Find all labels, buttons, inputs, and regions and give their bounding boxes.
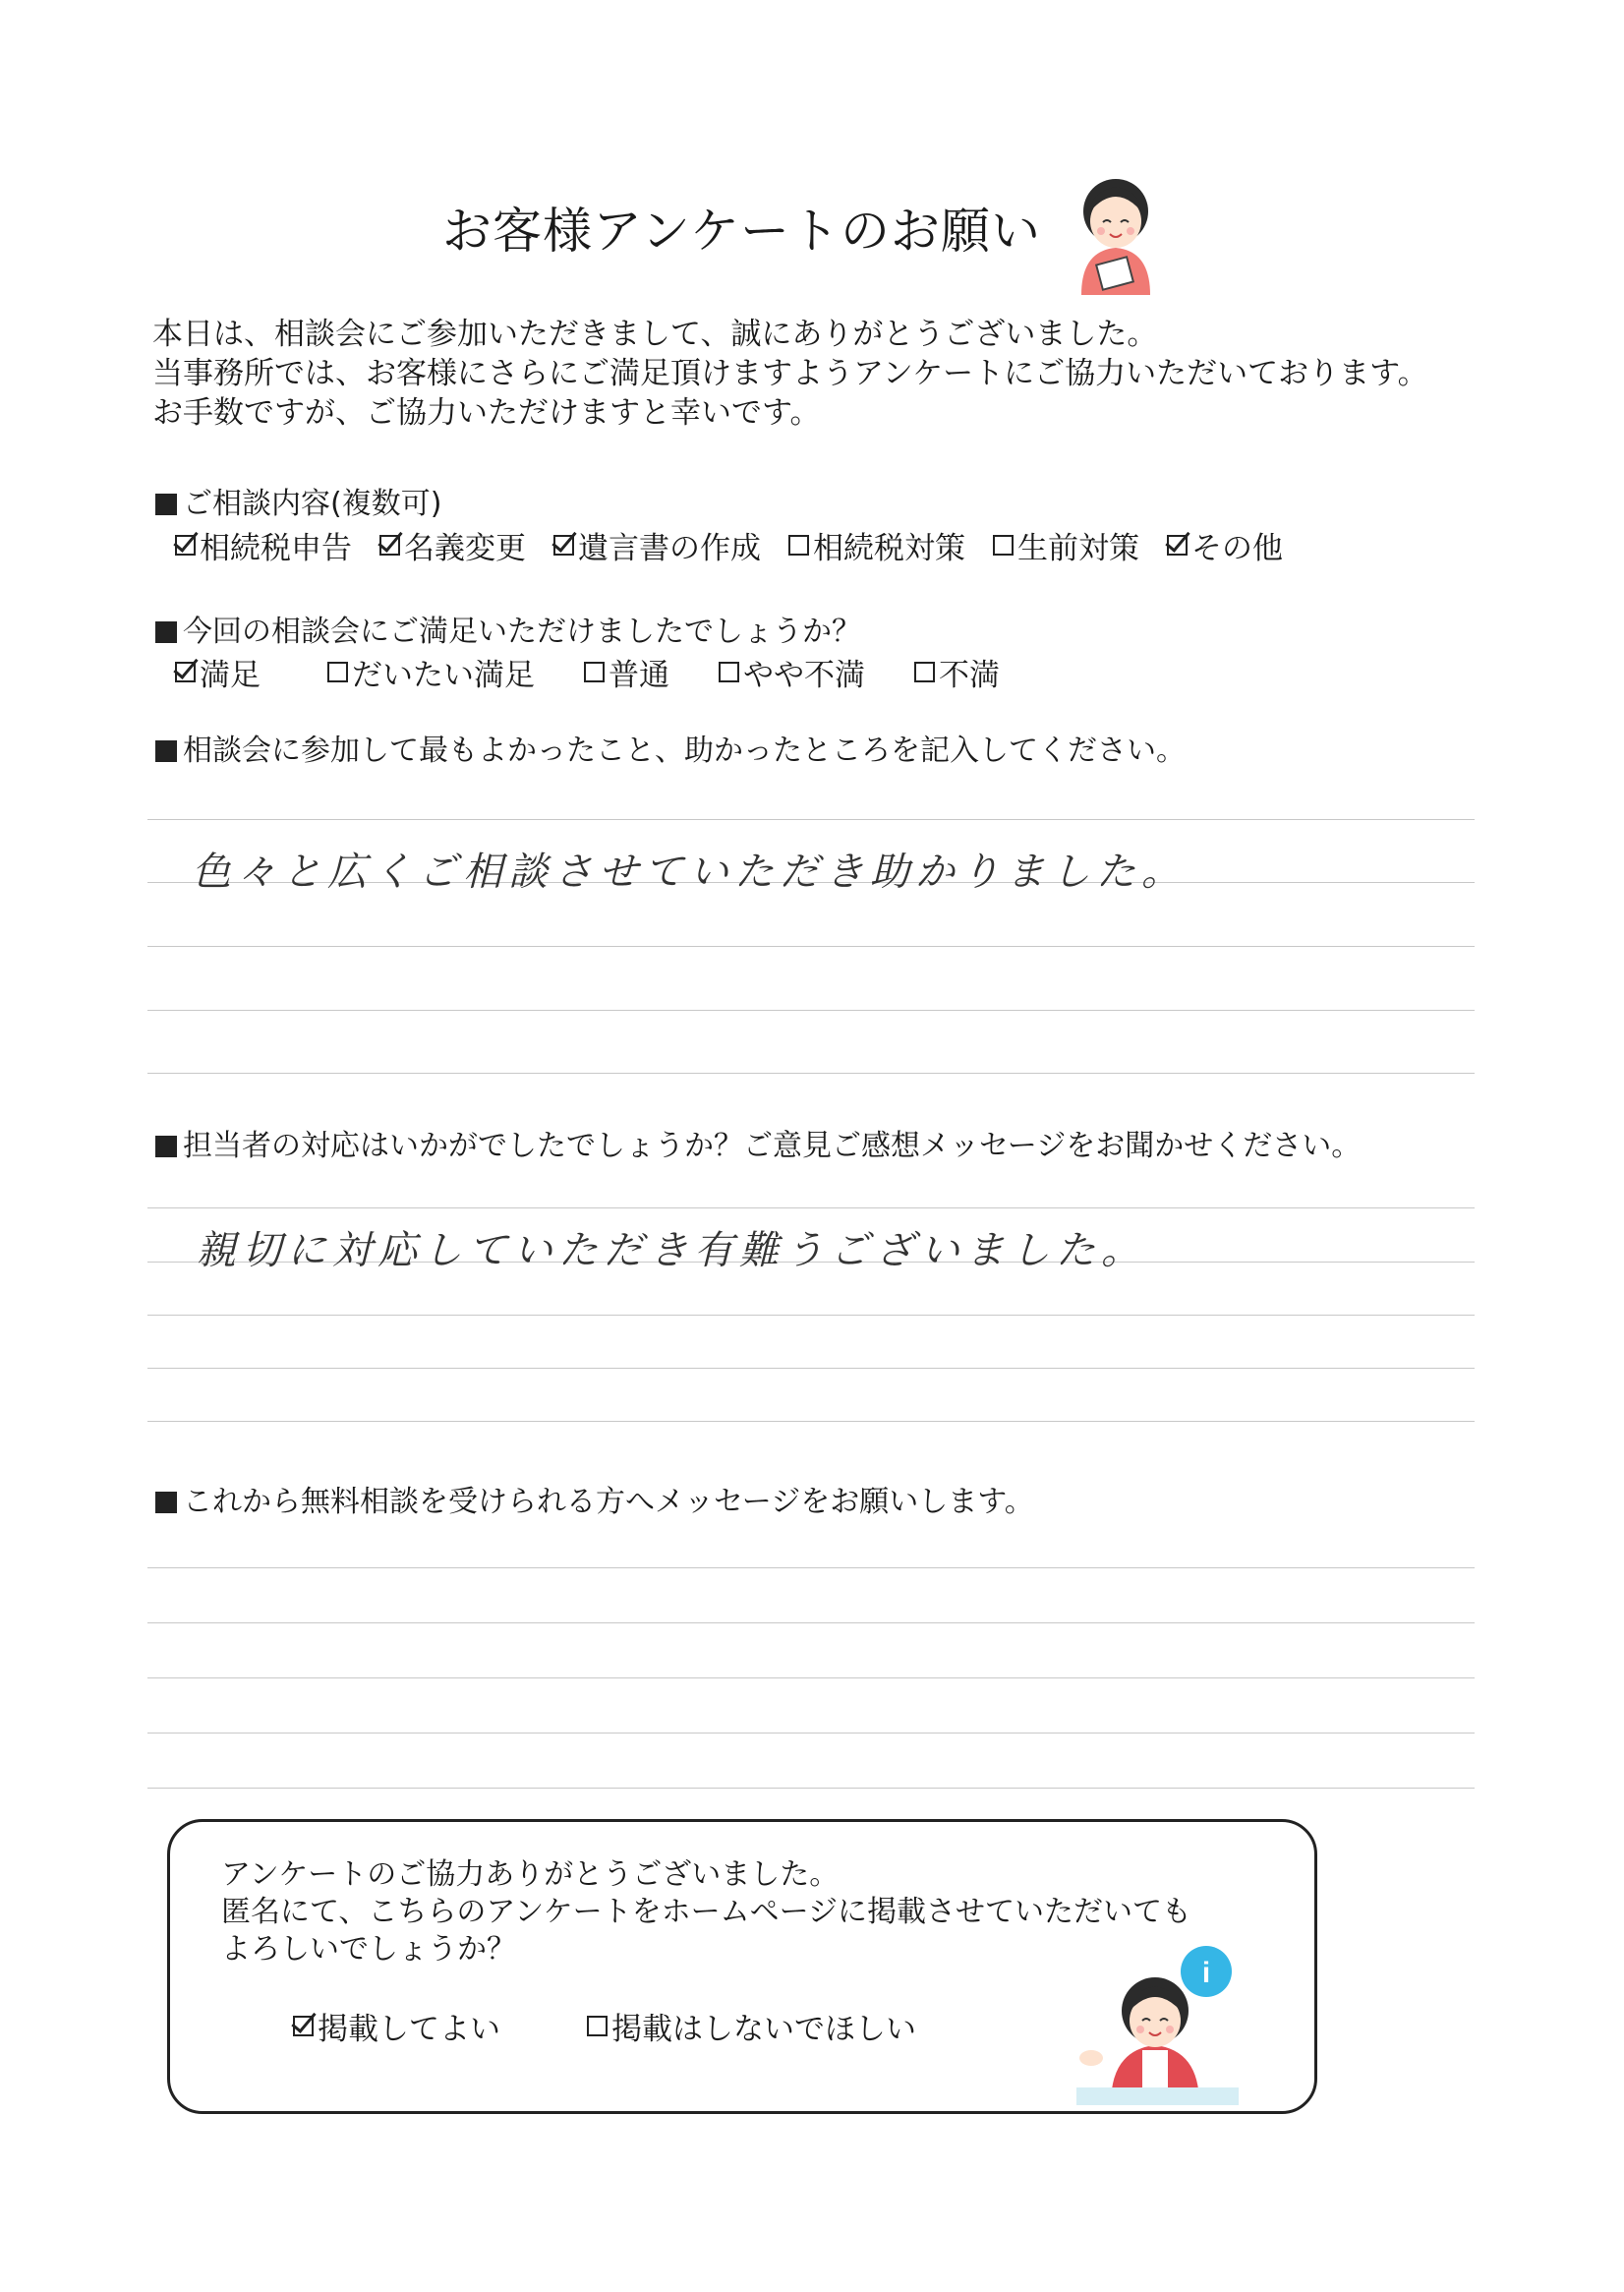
answer-line [147,1073,1475,1074]
answer-line [147,1677,1475,1678]
option-name-change[interactable] [379,523,526,567]
option-label: 掲載してよい [318,2012,500,2047]
best-part-answer[interactable]: 色々と広くご相談させていただき助かりました。 [192,850,1187,895]
option-label: 生前対策 [1017,531,1139,566]
checkbox-icon[interactable] [914,662,935,682]
question-label: 今回の相談会にご満足いただけましたでしょうか？ [183,615,861,649]
question-label: 担当者の対応はいかがでしたでしょうか？ご意見ご感想メッセージをお聞かせください。 [183,1129,1362,1163]
checkbox-icon[interactable] [587,2016,608,2036]
staff-response-answer[interactable]: 親切に対応していただき有難うございました。 [197,1228,1146,1273]
intro-line-2: 当事務所では、お客様にさらにご満足頂けますようアンケートにご協力いただいております。 [152,356,1428,391]
answer-line [147,819,1475,820]
intro-line-3: お手数ですが、ご協力いただけますと幸いです。 [152,395,821,431]
option-label: 相続税申告 [200,531,352,566]
question-consultation-type [155,479,441,522]
page-title: お客様アンケートのお願い [442,203,1041,260]
option-publish-ok[interactable] [293,2004,500,2048]
option-somewhat-dissatisfied[interactable] [719,650,865,694]
consent-options [293,2004,916,2048]
info-badge-text: i [1201,1957,1211,1989]
option-label: 遺言書の作成 [578,531,761,566]
option-do-not-publish[interactable] [587,2004,916,2048]
option-other[interactable] [1167,523,1283,567]
option-satisfied[interactable] [175,650,261,694]
answer-line [147,1733,1475,1734]
answer-line [147,946,1475,947]
checkbox-checked-icon[interactable] [175,535,196,556]
question-label: 相談会に参加して最もよかったこと、助かったところを記入してください。 [183,734,1186,768]
checkbox-icon[interactable] [584,662,605,682]
answer-line [147,1788,1475,1789]
answer-line [147,1567,1475,1568]
checkbox-icon[interactable] [788,535,809,556]
question-satisfaction [155,607,861,650]
answer-line [147,1010,1475,1011]
answer-line [147,1207,1475,1208]
checkbox-icon[interactable] [327,662,348,682]
answer-line [147,1368,1475,1369]
checkbox-checked-icon[interactable] [1167,535,1188,556]
question-message-to-future-clients [155,1477,1034,1520]
info-desk-woman-illustration [1072,1942,1248,2109]
square-bullet-icon [155,621,177,643]
question-label: ご相談内容(複数可) [183,487,442,521]
square-bullet-icon [155,1136,177,1157]
option-label: 不満 [939,658,1000,693]
satisfaction-options [175,650,1000,694]
intro-line-1: 本日は、相談会にご参加いただきまして、誠にありがとうございました。 [152,317,1158,352]
question-best-part [155,726,1186,769]
closing-line-2: 匿名にて、こちらのアンケートをホームページに掲載させていただいても [221,1895,1191,1929]
square-bullet-icon [155,740,177,762]
option-neutral[interactable] [584,650,669,694]
option-label: 名義変更 [404,531,526,566]
checkbox-icon[interactable] [993,535,1014,556]
answer-line [147,1315,1475,1316]
answer-line [147,1622,1475,1623]
answer-line [147,1421,1475,1422]
woman-with-clipboard-illustration [1062,167,1170,295]
checkbox-checked-icon[interactable] [293,2016,314,2036]
option-mostly-satisfied[interactable] [327,650,535,694]
checkbox-checked-icon[interactable] [553,535,574,556]
question-label: これから無料相談を受けられる方へメッセージをお願いします。 [183,1485,1034,1519]
option-pre-death-planning[interactable] [993,523,1139,567]
option-label: やや不満 [743,658,865,693]
option-inheritance-tax-planning[interactable] [788,523,965,567]
checkbox-checked-icon[interactable] [175,662,196,682]
option-label: 普通 [609,658,669,693]
question-staff-response [155,1121,1361,1164]
square-bullet-icon [155,1492,177,1513]
checkbox-checked-icon[interactable] [379,535,400,556]
option-label: 相続税対策 [813,531,965,566]
option-label: だいたい満足 [352,658,535,693]
consultation-type-options [175,523,1283,567]
closing-line-3: よろしいでしょうか？ [221,1932,516,1967]
closing-line-1: アンケートのご協力ありがとうございました。 [221,1857,840,1892]
option-will-creation[interactable] [553,523,761,567]
option-label: その他 [1191,531,1283,566]
checkbox-icon[interactable] [719,662,739,682]
option-label: 満足 [200,658,261,693]
option-dissatisfied[interactable] [914,650,1000,694]
square-bullet-icon [155,494,177,515]
option-inheritance-tax-return[interactable] [175,523,352,567]
option-label: 掲載はしないでほしい [611,2012,916,2047]
